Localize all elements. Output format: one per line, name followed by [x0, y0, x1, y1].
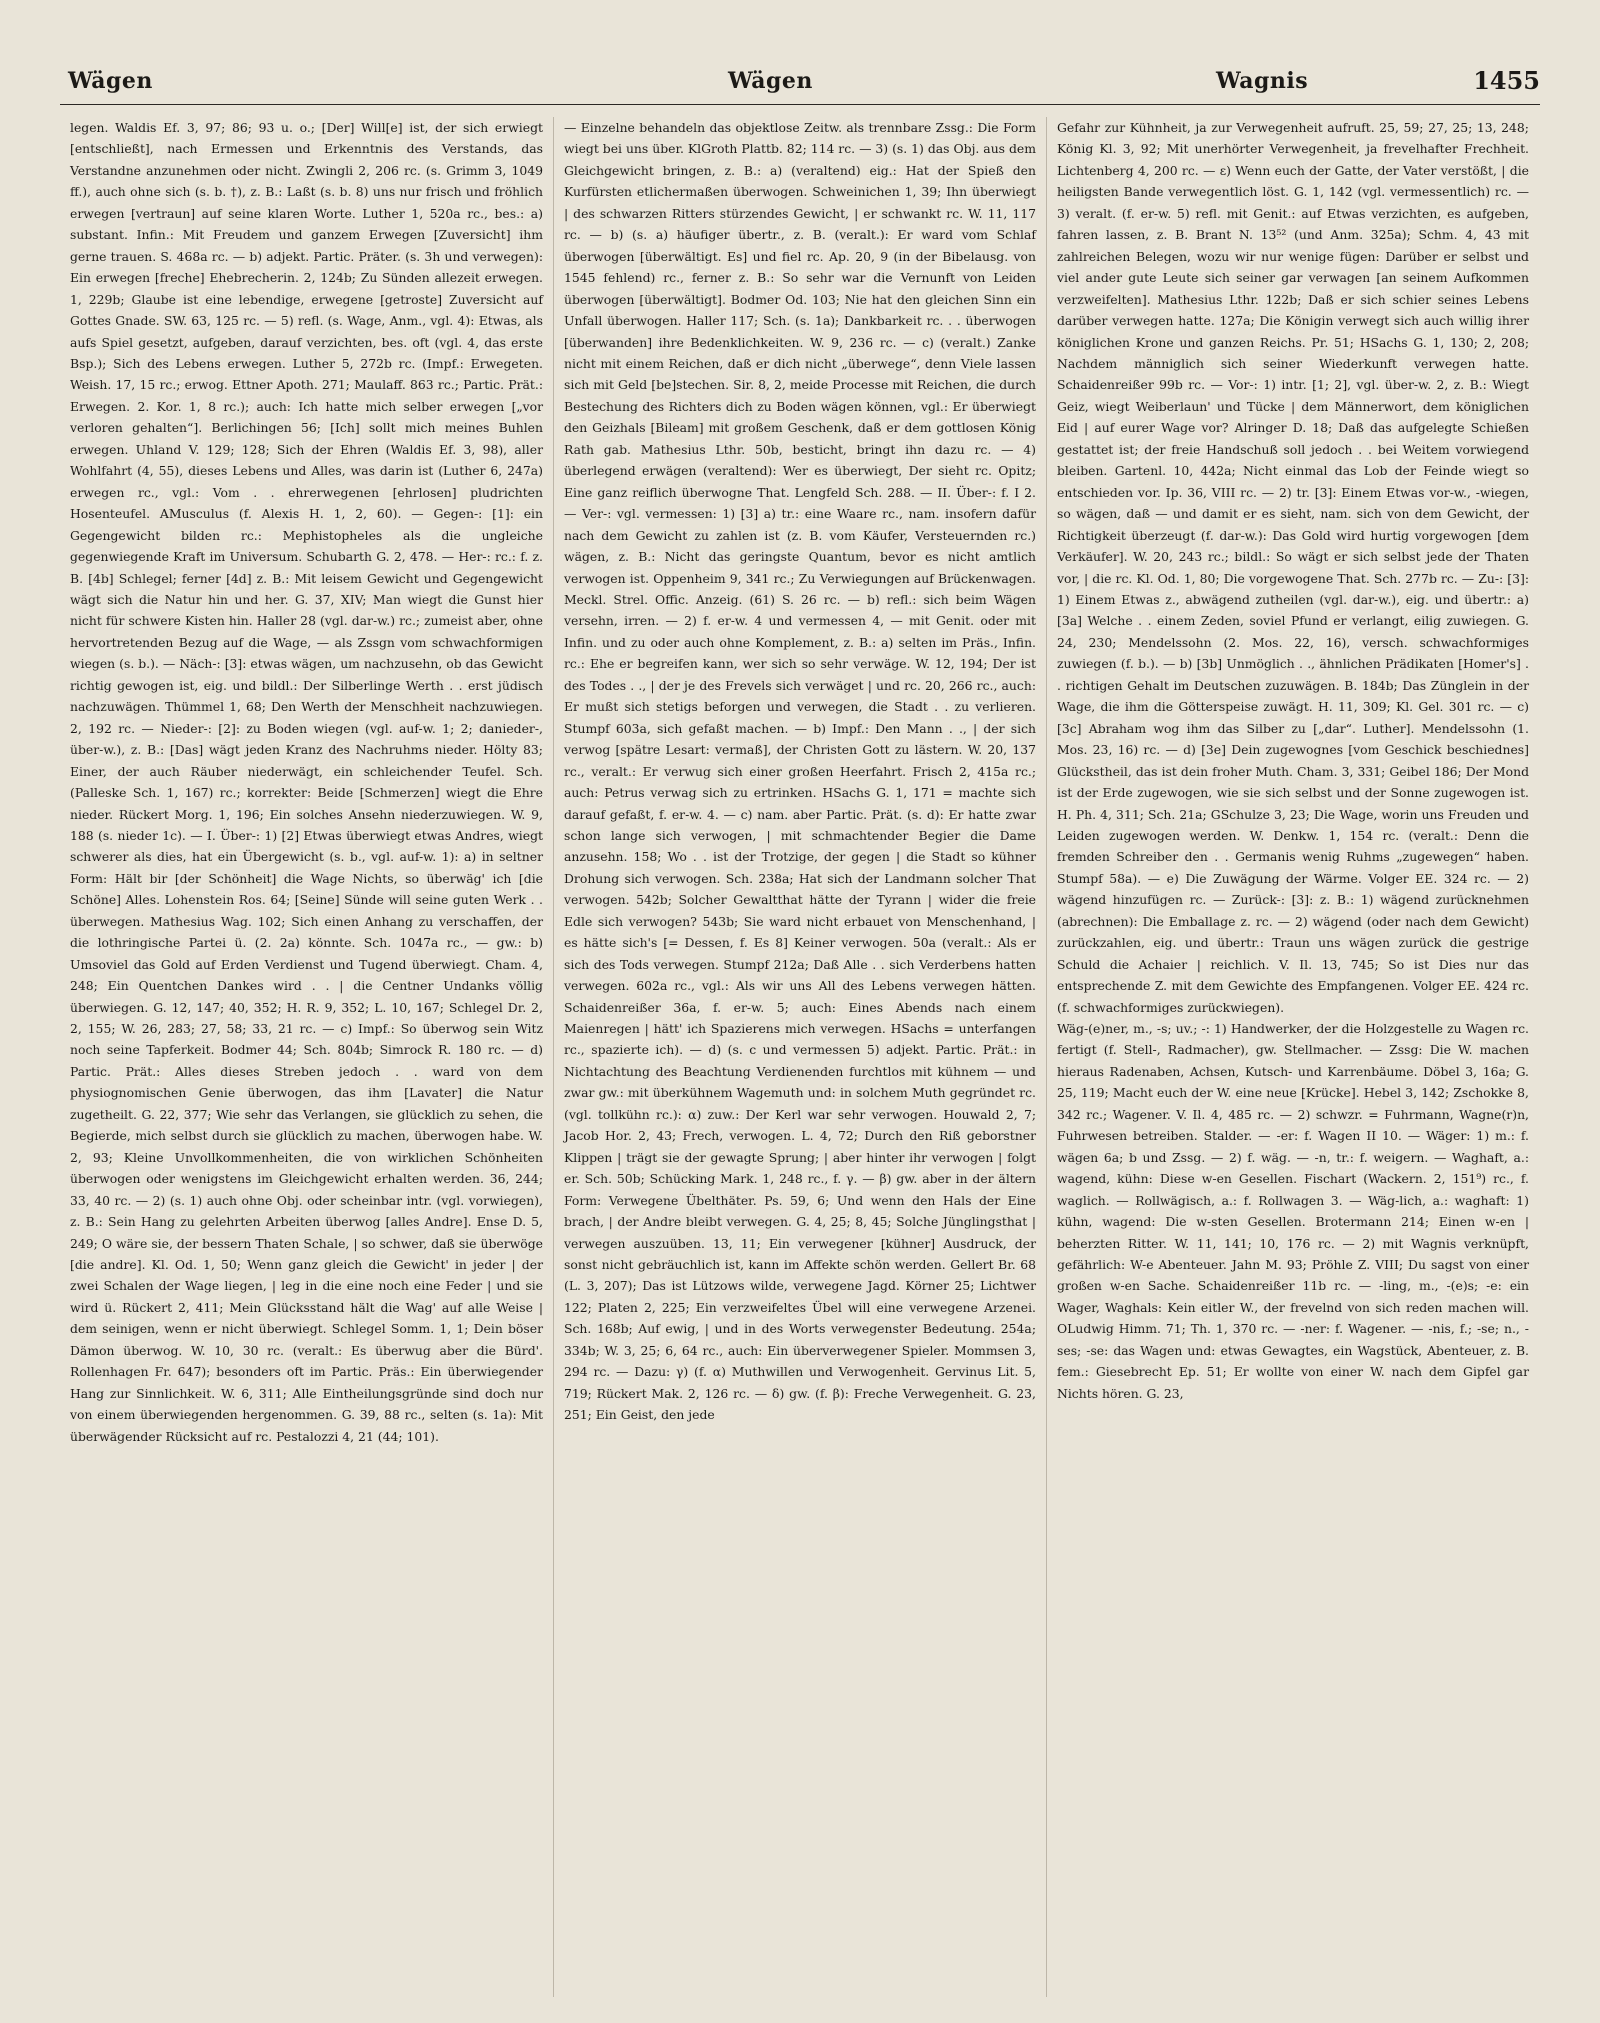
column-1 — [60, 117, 553, 1997]
column-2 — [553, 117, 1046, 1997]
page-number: 1455 — [1473, 66, 1540, 95]
center-headword: Wägen — [728, 68, 813, 94]
column-3 — [1046, 117, 1539, 1997]
left-headword: Wägen — [68, 68, 153, 94]
page-header — [60, 64, 1540, 105]
column-3-paragraph-2: Wäg-(e)ner, m., -s; uv.; -: 1) Handwerker, der die Holzgestelle zu Wagen rc. fertigt (f. Stell-, Radmacher), gw. Stellmacher. — Zssg: Die W. machen hieraus Radenaben, Achsen, Kutsch- und Karrenbäume. Döbel 3, 16a; G. 25, 119; Macht euch der W. eine neue [Krücke]. Hebel 3, 142; Zschokke 8, 342 rc.; Wagener. V. Il. 4, 485 rc. — 2) schwzr. = Fuhrmann, Wagne(r)n, Fuhrwesen betreiben. Stalder. — -er: f. Wagen II 10. — Wäger: 1) m.: f. wägen 6a; b und Zssg. — 2) f. wäg. — -n, tr.: f. weigern. — Waghaft, a.: wagend, kühn: Diese w-en Gesellen. Fischart (Wackern. 2, 151⁹) rc., f. waglich. — Rollwägisch, a.: f. Rollwagen 3. — Wäg-lich, a.: waghaft: 1) kühn, wagend: Die w-sten Gesellen. Brotermann 214; Einen w-en | beherzten Ritter. W. 11, 141; 10, 176 rc. — 2) mit Wagnis verknüpft, gefährlich: W-e Abenteuer. Jahn M. 93; Pröhle Z. VIII; Du sagst von einer großen w-en Sache. Schaidenreißer 11b rc. — -ling, m., -(e)s; -e: ein Wager, Waghals: Kein eitler W., der frevelnd von sich reden machen will. OLudwig Himm. 71; Th. 1, 370 rc. — -ner: f. Wagener. — -nis, f.; -se; n., -ses; -se: das Wagen und: etwas Gewagtes, ein Wagstück, Abenteuer, z. B. fem.: Giesebrecht Ep. 51; Er wollte von einer W. nach dem Gipfel gar Nichts hören. G. 23, — [1057, 1021, 1529, 1401]
column-1-paragraph-1: legen. Waldis Ef. 3, 97; 86; 93 u. o.; [Der] Will[e] ist, der sich erwiegt [entschließt], nach Ermessen und Erkenntnis des Verstands, das Verstandne anzunehmen oder nicht. Zwingli 2, 206 rc. (s. Grimm 3, 1049 ff.), auch ohne sich (s. b. †), z. B.: Laßt (s. b. 8) uns nur frisch und fröhlich erwegen [vertraun] auf seine klaren Worte. Luther 1, 520a rc., bes.: a) substant. Infin.: Mit Freudem und ganzem Erwegen [Zuversicht] ihm gerne trauen. S. 468a rc. — b) adjekt. Partic. Präter. (s. 3h und verwegen): Ein erwegen [freche] Ehebrecherin. 2, 124b; Zu Sünden allezeit erwegen. 1, 229b; Glaube ist eine lebendige, erwegene [getroste] Zuversicht auf Gottes Gnade. SW. 63, 125 rc. — 5) refl. (s. Wage, Anm., vgl. 4): Etwas, als aufs Spiel gesetzt, aufgeben, darauf verzichten, bes. oft (vgl. 4, das erste Bsp.); Sich des Lebens erwegen. Luther 5, 272b rc. (Impf.: Erwegeten. Weish. 17, 15 rc.; erwog. Ettner Apoth. 271; Maulaff. 863 rc.; Partic. Prät.: Erwegen. 2. Kor. 1, 8 rc.); auch: Ich hatte mich selber erwegen [„vor verloren gehalten“]. Berlichingen 56; [Ich] sollt mich meines Buhlen erwegen. Uhland V. 129; 128; Sich der Ehren (Waldis Ef. 3, 98), aller Wohlfahrt (4, 55), dieses Lebens und Alles, was darin ist (Luther 6, 247a) erwegen rc., vgl.: Vom . . ehrerwegenen [ehrlosen] pludrichten Hosenteufel. AMusculus (f. Alexis H. 1, 2, 60). — Gegen-: [1]: ein Gegengewicht bilden rc.: Mephistopheles als die ungleiche gegenwiegende Kraft im Universum. Schubarth G. 2, 478. — Her-: rc.: f. z. B. [4b] Schlegel; ferner [4d] z. B.: Mit leisem Gewicht und Gegengewicht wägt sich die Natur hin und her. G. 37, XIV; Man wiegt die Gunst hier nicht für schwere Kisten hin. Haller 28 (vgl. dar-w.) rc.; zumeist aber, ohne hervortretenden Bezug auf die Wage, — als Zssgn vom schwachformigen wiegen (s. b.). — Näch-: [3]: etwas wägen, um nachzusehn, ob das Gewicht richtig gewogen ist, eig. und bildl.: Der Silberlinge Werth . . erst jüdisch nachzuwägen. Thümmel 1, 68; Den Werth der Menschheit nachzuwiegen. 2, 192 rc. — Nieder-: [2]: zu Boden wiegen (vgl. auf-w. 1; 2; danieder-, über-w.), z. B.: [Das] wägt jeden Kranz des Nachruhms nieder. Hölty 83; Einer, der auch Räuber niederwägt, ein schleichender Teufel. Sch. (Palleske Sch. 1, 167) rc.; korrekter: Beide [Schmerzen] wiegt die Ehre nieder. Rückert Morg. 1, 196; Ein solches Ansehn niederzuwiegen. W. 9, 188 (s. nieder 1c). — I. Über-: 1) [2] Etwas überwiegt etwas Andres, wiegt schwerer als dies, hat ein Übergewicht (s. b., vgl. auf-w. 1): a) in seltner Form: Hält bir [der Schönheit] die Wage Nichts, so überwäg' ich [die Schöne] Alles. Lohenstein Ros. 64; [Seine] Sünde will seine guten Werk . . überwegen. Mathesius Wag. 102; Sich einen Anhang zu verschaffen, der die lothringische Partei ü. (2. 2a) könnte. Sch. 1047a rc., — gw.: b) Umsoviel das Gold auf Erden Verdienst und Tugend überwiegt. Cham. 4, 248; Ein Quentchen Dankes wird . . | die Centner Undanks völlig überwiegen. G. 12, 147; 40, 352; H. R. 9, 352; L. 10, 167; Schlegel Dr. 2, 2, 155; W. 26, 283; 27, 58; 33, 21 rc. — c) Impf.: So überwog sein Witz noch seine Tapferkeit. Bodmer 44; Sch. 804b; Simrock R. 180 rc. — d) Partic. Prät.: Alles dieses Streben jedoch . . ward von dem physiognomischen Genie überwogen, das ihm [Lavater] die Natur zugetheilt. G. 22, 377; Wie sehr das Verlangen, sie glücklich zu sehen, die Begierde, mich selbst durch sie glücklich zu machen, überwogen habe. W. 2, 93; Kleine Unvollkommenheiten, die von wirklichen Schönheiten überwogen oder wenigstens im Gleichgewicht erhalten werden. 36, 244; 33, 40 rc. — 2) (s. 1) auch ohne Obj. oder scheinbar intr. (vgl. vorwiegen), z. B.: Sein Hang zu gelehrten Arbeiten überwog [alles Andre]. Ense D. 5, 249; O wäre sie, der bessern Thaten Schale, | so schwer, daß sie überwöge [die andre]. Kl. Od. 1, 50; Wenn ganz gleich die Gewicht' in jeder | der zwei Schalen der Wage liegen, | leg in die eine noch eine Feder | und sie wird ü. Rückert 2, 411; Mein Glücksstand hält die Wag' auf alle Weise | dem seinigen, wenn er nicht überwiegt. Schlegel Somm. 1, 1; Dein böser Dämon überwog. W. 10, 30 rc. (veralt.: Es überwug aber die Bürd'. Rollenhagen Fr. 647); besonders oft im Partic. Präs.: Ein überwiegender Hang zur Sinnlichkeit. W. 6, 311; Alle Eintheilungsgründe sind doch nur von einem überwiegenden hergenommen. G. 39, 88 rc., selten (s. 1a): Mit überwägender Rücksicht auf rc. Pestalozzi 4, 21 (44; 101). — [70, 120, 543, 1444]
column-3-paragraph-1: Gefahr zur Kühnheit, ja zur Verwegenheit aufruft. 25, 59; 27, 25; 13, 248; König Kl. 3, 92; Mit unerhörter Verwegenheit, ja frevelhafter Frechheit. Lichtenberg 4, 200 rc. — ε) Wenn euch der Gatte, der Vater verstößt, | die heiligsten Bande verwegentlich löst. G. 1, 142 (vgl. vermessentlich) rc. — 3) veralt. (f. er-w. 5) refl. mit Genit.: auf Etwas verzichten, es aufgeben, fahren lassen, z. B. Brant N. 13⁵² (und Anm. 325a); Schm. 4, 43 mit zahlreichen Belegen, wozu wir nur wenige fügen: Darüber er selbst und viel ander gute Leute sich seiner gar verwagen [an seinem Aufkommen verzweifelten]. Mathesius Lthr. 122b; Daß er sich schier seines Lebens darüber verwegen hatte. 127a; Die Königin verwegt sich auch willig ihrer königlichen Krone und ganzen Reichs. Pr. 51; HSachs G. 1, 130; 2, 208; Nachdem männiglich sich seiner Wiederkunft verwegen hatte. Schaidenreißer 99b rc. — Vor-: 1) intr. [1; 2], vgl. über-w. 2, z. B.: Wiegt Geiz, wiegt Weiberlaun' und Tücke | dem Männerwort, dem königlichen Eid | auf eurer Wage vor? Alringer D. 18; Daß das aufgelegte Schießen gestattet ist; der freie Handschuß soll jedoch . . bei Weitem vorwiegend bleiben. Gartenl. 10, 442a; Nicht einmal das Lob der Feinde wiegt so entschieden vor. Ip. 36, VIII rc. — 2) tr. [3]: Einem Etwas vor-w., -wiegen, so wägen, daß — und damit er es sieht, nam. sich von dem Gewicht, der Richtigkeit überzeugt (f. dar-w.): Das Gold wird hurtig vorgewogen [dem Verkäufer]. W. 20, 243 rc.; bildl.: So wägt er sich selbst jede der Thaten vor, | die rc. Kl. Od. 1, 80; Die vorgewogene That. Sch. 277b rc. — Zu-: [3]: 1) Einem Etwas z., abwägend zutheilen (vgl. dar-w.), eig. und übertr.: a) [3a] Welche . . einem Zeden, soviel Pfund er verlangt, eilig zuwiegen. G. 24, 230; Mendelssohn (2. Mos. 22, 16), versch. schwachformiges zuwiegen (f. b.). — b) [3b] Unmöglich . ., ähnlichen Prädikaten [Homer's] . . richtigen Gehalt im Deutschen zuzuwägen. B. 184b; Das Zünglein in der Wage, die ihm die Götterspeise zuwägt. H. 11, 309; Kl. Gel. 301 rc. — c) [3c] Abraham wog ihm das Silber zu [„dar“. Luther]. Mendelssohn (1. Mos. 23, 16) rc. — d) [3e] Dein zugewognes [vom Geschick beschiednes] Glückstheil, das ist dein froher Muth. Cham. 3, 331; Geibel 186; Der Mond ist der Erde zugewogen, wie sie sich selbst und der Sonne zugewogen ist. H. Ph. 4, 311; Sch. 21a; GSchulze 3, 23; Die Wage, worin uns Freuden und Leiden zugewogen werden. W. Denkw. 1, 154 rc. (veralt.: Denn die fremden Schreiber den . . Germanis wenig Ruhms „zugewegen“ haben. Stumpf 58a). — e) Die Zuwägung der Wärme. Volger EE. 324 rc. — 2) wägend hinzufügen rc. — Zurück-: [3]: z. B.: 1) wägend zurücknehmen (abrechnen): Die Emballage z. rc. — 2) wägend (oder nach dem Gewicht) zurückzahlen, eig. und übertr.: Traun uns wägen zurück die gestrige Schuld die Achaier | reichlich. V. Il. 13, 745; So ist Dies nur das entsprechende Z. mit dem Gewichte des Empfangenen. Volger EE. 424 rc. (f. schwachformiges zurückwiegen). — [1057, 120, 1529, 1015]
right-headword: Wagnis — [1216, 68, 1309, 94]
column-2-paragraph-1: — Einzelne behandeln das objektlose Zeitw. als trennbare Zssg.: Die Form wiegt bei uns über. KlGroth Plattb. 82; 114 rc. — 3) (s. 1) das Obj. aus dem Gleichgewicht bringen, z. B.: a) (veraltend) eig.: Hat der Spieß den Kurfürsten etlichermaßen überwogen. Schweinichen 1, 39; Ihn überwiegt | des schwarzen Ritters stürzendes Gewicht, | er schwankt rc. W. 11, 117 rc. — b) (s. a) häufiger übertr., z. B. (veralt.): Er ward vom Schlaf überwogen [überwältigt. Es] und fiel rc. Ap. 20, 9 (in der Bibelausg. von 1545 fehlend) rc., ferner z. B.: So sehr war die Vernunft von Leiden überwogen [überwältigt]. Bodmer Od. 103; Nie hat den gleichen Sinn ein Unfall überwogen. Haller 117; Sch. (s. 1a); Dankbarkeit rc. . . überwogen [überwanden] ihre Bedenklichkeiten. W. 9, 236 rc. — c) (veralt.) Zanke nicht mit einem Reichen, daß er dich nicht „überwege“, denn Viele lassen sich mit Geld [be]stechen. Sir. 8, 2, meide Processe mit Reichen, die durch Bestechung des Richters dich zu Boden wägen können, vgl.: Er überwiegt den Geizhals [Bileam] mit großem Geschenk, daß er dem gottlosen König Rath gab. Mathesius Lthr. 50b, besticht, bringt ihn dazu rc. — 4) überlegend erwägen (veraltend): Wer es überwiegt, Der sieht rc. Opitz; Eine ganz reiflich überwogne That. Lengfeld Sch. 288. — II. Über-: f. I 2. — Ver-: vgl. vermessen: 1) [3] a) tr.: eine Waare rc., nam. insofern dafür nach dem Gewicht zu zahlen ist (z. B. vom Käufer, Versteuernden rc.) wägen, z. B.: Nicht das geringste Quantum, bevor es nicht amtlich verwogen ist. Oppenheim 9, 341 rc.; Zu Verwiegungen auf Brückenwagen. Meckl. Strel. Offic. Anzeig. (61) S. 26 rc. — b) refl.: sich beim Wägen versehn, irren. — 2) f. er-w. 4 und vermessen 4, — mit Genit. oder mit Infin. und zu oder auch ohne Komplement, z. B.: a) selten im Präs., Infin. rc.: Ehe er begreifen kann, wer sich so sehr verwäge. W. 12, 194; Der ist des Todes . ., | der je des Frevels sich verwäget | und rc. 20, 266 rc., auch: Er mußt sich stetigs beforgen und verwegen, die Stadt . . zu verlieren. Stumpf 603a, sich gefaßt machen. — b) Impf.: Den Mann . ., | der sich verwog [spätre Lesart: vermaß], der Christen Gott zu lästern. W. 20, 137 rc., veralt.: Er verwug sich einer großen Heerfahrt. Frisch 2, 415a rc.; auch: Petrus verwag sich zu ertrinken. HSachs G. 1, 171 = machte sich darauf gefaßt, f. er-w. 4. — c) nam. aber Partic. Prät. (s. d): Er hatte zwar schon lange sich verwogen, | mit schmachtender Begier die Dame anzusehn. 158; Wo . . ist der Trotzige, der gegen | die Stadt so kühner Drohung sich verwogen. Sch. 238a; Hat sich der Landmann solcher That verwogen. 542b; Solcher Gewaltthat hätte der Tyrann | wider die freie Edle sich verwogen? 543b; Sie ward nicht erbauet von Menschenhand, | es hätte sich's [= Dessen, f. Es 8] Keiner verwogen. 50a (veralt.: Als er sich des Tods verwegen. Stumpf 212a; Daß Alle . . sich Verderbens hatten verwegen. 602a rc., vgl.: Als wir uns All des Lebens verwegen hätten. Schaidenreißer 36a, f. er-w. 5; auch: Eines Abends nach einem Maienregen | hätt' ich Spazierens mich verwegen. HSachs = unterfangen rc., spazierte ich). — d) (s. c und vermessen 5) adjekt. Partic. Prät.: in Nichtachtung des Beachtung Verdienenden furchtlos mit kühnem — und zwar gw.: mit überkühnem Wagemuth und: in solchem Muth gegründet rc. (vgl. tollkühn rc.): α) zuw.: Der Kerl war sehr verwogen. Houwald 2, 7; Jacob Hor. 2, 43; Frech, verwogen. L. 4, 72; Durch den Riß geborstner Klippen | trägt sie der gewagte Sprung; | aber hinter ihr verwogen | folgt er. Sch. 50b; Schücking Mark. 1, 248 rc., f. γ. — β) gw. aber in der ältern Form: Verwegene Übelthäter. Ps. 59, 6; Und wenn den Hals der Eine brach, | der Andre bleibt verwegen. G. 4, 25; 8, 45; Solche Jünglingsthat | verwegen auszuüben. 13, 11; Ein verwegener [kühner] Ausdruck, der sonst nicht gebräuchlich ist, kann im Affekte schön werden. Gellert Br. 68 (L. 3, 207); Das ist Lützows wilde, verwegene Jagd. Körner 25; Lichtwer 122; Platen 2, 225; Ein verzweifeltes Übel will eine verwegene Arzenei. Sch. 168b; Auf ewig, | und in des Worts verwegenster Bedeutung. 254a; 334b; W. 3, 25; 6, 64 rc., auch: Ein überverwegener Spieler. Mommsen 3, 294 rc. — Dazu: γ) (f. α) Muthwillen und Verwogenheit. Gervinus Lit. 5, 719; Rückert Mak. 2, 126 rc. — δ) gw. (f. β): Freche Verwegenheit. G. 23, 251; Ein Geist, den jede — [564, 120, 1036, 1423]
text-columns — [60, 117, 1540, 1997]
